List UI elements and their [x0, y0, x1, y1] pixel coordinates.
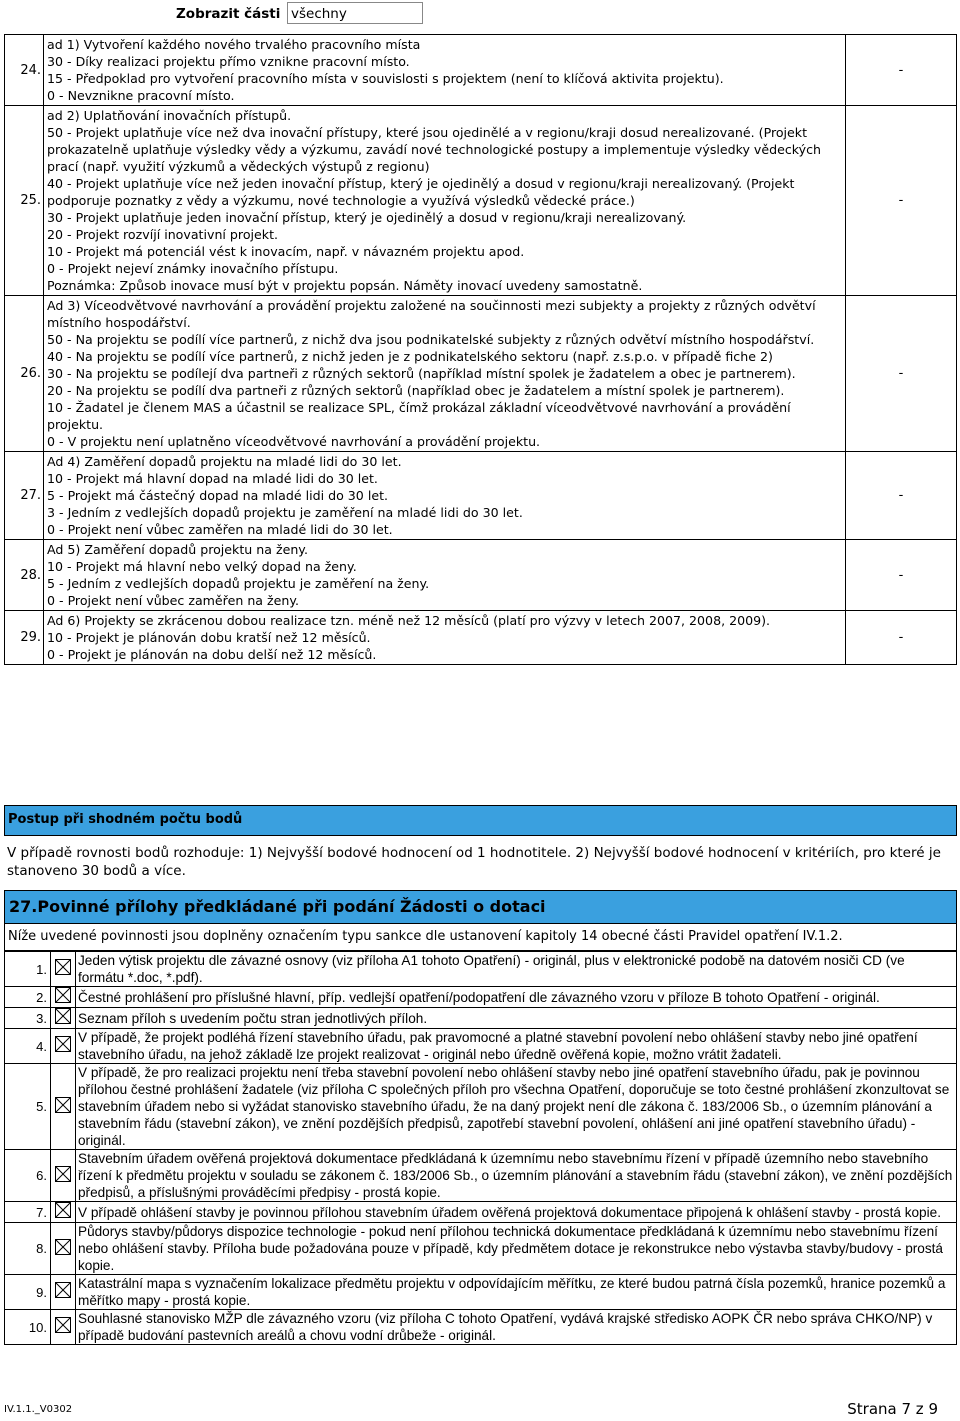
attachment-checkbox[interactable] — [51, 1275, 76, 1310]
criterion-score: - — [846, 540, 957, 611]
criterion-line: 50 - Projekt uplatňuje více než dva inovační přístupy, které jsou ojedinělé a v regionu/kraji dosud nerealizované. (Projekt prokazatelně uplatňuje výsledky vědy a výzkumu, zavádí nové technologické postupy a implementuje výsledky vědeckých prací (např. využití výzkumů a vědeckých výstupů z regionu) — [47, 125, 822, 174]
doc-code: IV.1.1._V0302 — [4, 1404, 73, 1415]
attachment-checkbox[interactable] — [51, 1310, 76, 1345]
criterion-line: 10 - Projekt má hlavní nebo velký dopad na ženy. — [47, 559, 357, 574]
attachment-row — [5, 1223, 957, 1275]
criterion-line: 3 - Jedním z vedlejších dopadů projektu je zaměření na mladé lidi do 30 let. — [47, 505, 523, 520]
criterion-number: 25. — [5, 106, 44, 296]
attachment-text: Stavebním úřadem ověřená projektová dokumentace předkládaná k územnímu nebo stavebnímu řízení v případě územního nebo stavebního řízení k předmětu projektu v souladu se zákonem č. 183/2006 Sb., o územním plánování a stavebním řádu (stavební zákon), ve znění pozdějších předpisů, a příslušnými prováděcími předpisy - prostá kopie. — [76, 1150, 957, 1202]
attachment-row — [5, 1029, 957, 1064]
attachment-number: 8. — [5, 1223, 51, 1275]
criterion-line: 20 - Na projektu se podílí dva partneři z různých sektorů (například obec je žadatelem a místní spolek je partnerem). — [47, 383, 785, 398]
criterion-line: 5 - Jedním z vedlejších dopadů projektu je zaměření na ženy. — [47, 576, 430, 591]
attachment-number: 2. — [5, 987, 51, 1008]
show-parts-label: Zobrazit části — [176, 6, 281, 22]
criterion-line: Ad 4) Zaměření dopadů projektu na mladé lidi do 30 let. — [47, 454, 402, 469]
criterion-text — [44, 452, 846, 540]
criterion-line: Poznámka: Způsob inovace musí být v projektu popsán. Náměty inovací uvedeny samostatně. — [47, 278, 643, 293]
attachment-text: V případě, že projekt podléhá řízení stavebního úřadu, pak pravomocné a platné stavební povolení nebo ohlášení stavby nebo jiné opatření stavebního úřadu, na jehož základě lze projekt realizovat - originál nebo úředně ověřená kopie, možno vrátit žadateli. — [76, 1029, 957, 1064]
criterion-line: 50 - Na projektu se podílí více partnerů, z nichž dva jsou podnikatelské subjekty z různých odvětví místního hospodářství. — [47, 332, 815, 347]
criterion-line: 0 - Projekt není vůbec zaměřen na ženy. — [47, 593, 300, 608]
checked-box-icon — [55, 1036, 71, 1052]
criterion-score: - — [846, 452, 957, 540]
criterion-row — [5, 452, 957, 540]
criterion-line: 10 - Projekt má potenciál vést k inovacím, např. v návazném projektu apod. — [47, 244, 525, 259]
attachment-row — [5, 1310, 957, 1345]
attachment-row — [5, 987, 957, 1008]
attachment-text: Půdorys stavby/půdorys dispozice technologie - pokud není přílohou technická dokumentace předkládaná k územnímu nebo stavebnímu řízení nebo ohlášení stavby. Příloha bude požadována pouze v případě, kdy předmětem dotace je rekonstrukce nebo výstavba stavby/budovy - prostá kopie. — [76, 1223, 957, 1275]
attachment-checkbox[interactable] — [51, 1202, 76, 1223]
criterion-line: Ad 5) Zaměření dopadů projektu na ženy. — [47, 542, 308, 557]
criterion-number: 24. — [5, 35, 44, 106]
checked-box-icon — [55, 1097, 71, 1113]
attachment-number: 5. — [5, 1064, 51, 1150]
attachment-row — [5, 1275, 957, 1310]
criterion-row — [5, 296, 957, 452]
checked-box-icon — [55, 1239, 71, 1255]
criterion-line: 0 - V projektu není uplatněno víceodvětvové navrhování a provádění projektu. — [47, 434, 541, 449]
attachment-checkbox[interactable] — [51, 987, 76, 1008]
criterion-row — [5, 540, 957, 611]
criterion-text — [44, 106, 846, 296]
criterion-line: 0 - Nevznikne pracovní místo. — [47, 88, 235, 103]
attachment-number: 9. — [5, 1275, 51, 1310]
checked-box-icon — [55, 987, 71, 1003]
criterion-line: Ad 6) Projekty se zkrácenou dobou realizace tzn. méně než 12 měsíců (platí pro výzvy v letech 2007, 2008, 2009). — [47, 613, 771, 628]
attachment-row — [5, 1008, 957, 1029]
attachment-number: 1. — [5, 952, 51, 987]
criterion-line: 30 - Díky realizaci projektu přímo vznikne pracovní místo. — [47, 54, 410, 69]
criterion-line: 10 - Projekt má hlavní dopad na mladé lidi do 30 let. — [47, 471, 378, 486]
page-number: Strana 7 z 9 — [847, 1400, 938, 1418]
criterion-text — [44, 540, 846, 611]
criterion-line: 0 - Projekt není vůbec zaměřen na mladé lidi do 30 let. — [47, 522, 393, 537]
criterion-number: 28. — [5, 540, 44, 611]
attachments-section — [4, 890, 957, 1345]
attachment-number: 4. — [5, 1029, 51, 1064]
checked-box-icon — [55, 1282, 71, 1298]
attachment-checkbox[interactable] — [51, 1150, 76, 1202]
attachment-row — [5, 1202, 957, 1223]
criterion-line: 10 - Žadatel je členem MAS a účastnil se realizace SPL, čímž prokázal základní víceodvětvové navrhování a provádění projektu. — [47, 400, 791, 432]
criterion-row — [5, 35, 957, 106]
attachment-number: 6. — [5, 1150, 51, 1202]
attachment-text: V případě ohlášení stavby je povinnou přílohou stavebním úřadem ověřená projektová dokumentace připojená k ohlášení stavby - prostá kopie. — [76, 1202, 957, 1223]
attachment-row — [5, 952, 957, 987]
criterion-line: ad 2) Uplatňování inovačních přístupů. — [47, 108, 292, 123]
view-toolbar — [0, 0, 960, 34]
attachment-checkbox[interactable] — [51, 1223, 76, 1275]
attachment-text: Čestné prohlášení pro příslušné hlavní, příp. vedlejší opatření/podopatření dle závazného vzoru v příloze B tohoto Opatření - originál. — [76, 987, 957, 1008]
criterion-score: - — [846, 35, 957, 106]
attachment-checkbox[interactable] — [51, 952, 76, 987]
attachment-text: Katastrální mapa s vyznačením lokalizace předmětu projektu v odpovídajícím měřítku, ze které budou patrná čísla pozemků, hranice pozemků a měřítko mapy - prostá kopie. — [76, 1275, 957, 1310]
attachment-checkbox[interactable] — [51, 1064, 76, 1150]
criterion-number: 26. — [5, 296, 44, 452]
attachment-checkbox[interactable] — [51, 1008, 76, 1029]
attachments-intro: Níže uvedené povinnosti jsou doplněny označením typu sankce dle ustanovení kapitoly 14 obecné části Pravidel opatření IV.1.2. — [4, 924, 957, 951]
attachment-row — [5, 1150, 957, 1202]
attachment-row — [5, 1064, 957, 1150]
criterion-row — [5, 611, 957, 665]
checked-box-icon — [55, 1166, 71, 1182]
criterion-text — [44, 296, 846, 452]
attachment-text: Jeden výtisk projektu dle závazné osnovy (viz příloha A1 tohoto Opatření) - originál, plus v elektronické podobě na datovém nosiči CD (ve formátu *.doc, *.pdf). — [76, 952, 957, 987]
criterion-row — [5, 106, 957, 296]
criterion-number: 29. — [5, 611, 44, 665]
checked-box-icon — [55, 1008, 71, 1024]
attachments-table — [4, 951, 957, 1345]
criterion-text — [44, 35, 846, 106]
attachment-number: 10. — [5, 1310, 51, 1345]
checked-box-icon — [55, 1317, 71, 1333]
tie-section — [4, 805, 957, 880]
attachment-text: Souhlasné stanovisko MŽP dle závazného vzoru (viz příloha C tohoto Opatření, vydává krajské středisko AOPK ČR nebo správa CHKO/NP) v případě budování pastevních areálů a chovu vodní drůbeže - originál. — [76, 1310, 957, 1345]
criterion-line: 40 - Projekt uplatňuje více než jeden inovační přístup, který je ojedinělý a dosud v regionu/kraji nerealizovaný. (Projekt podporuje poznatky z vědy a výzkumu, nové technologie a využívá výsledků vědecké práce.) — [47, 176, 795, 208]
criterion-line: 40 - Na projektu se podílí více partnerů, z nichž jeden je z podnikatelského sektoru (např. z.s.p.o. v případě fiche 2) — [47, 349, 773, 364]
criterion-line: 0 - Projekt nejeví známky inovačního přístupu. — [47, 261, 339, 276]
criteria-table — [4, 34, 957, 665]
attachment-text: Seznam příloh s uvedením počtu stran jednotlivých příloh. — [76, 1008, 957, 1029]
criterion-line: 0 - Projekt je plánován na dobu delší než 12 měsíců. — [47, 647, 377, 662]
attachment-number: 7. — [5, 1202, 51, 1223]
criterion-line: 30 - Projekt uplatňuje jeden inovační přístup, který je ojedinělý a dosud v regionu/kraji nerealizovaný. — [47, 210, 687, 225]
criterion-score: - — [846, 106, 957, 296]
criterion-line: 20 - Projekt rozvíjí inovativní projekt. — [47, 227, 279, 242]
parts-select[interactable]: všechny — [287, 2, 423, 24]
checked-box-icon — [55, 1202, 71, 1218]
checked-box-icon — [55, 959, 71, 975]
criterion-line: 30 - Na projektu se podílejí dva partneři z různých sektorů (například místní spolek je žadatelem a obec je partnerem). — [47, 366, 796, 381]
attachments-heading: 27.Povinné přílohy předkládané při podání Žádosti o dotaci — [4, 890, 957, 924]
tie-body: V případě rovnosti bodů rozhoduje: 1) Nejvyšší bodové hodnocení od 1 hodnotitele. 2) Nejvyšší bodové hodnocení v kritériích, pro které je stanoveno 30 bodů a více. — [7, 845, 941, 879]
criterion-line: Ad 3) Víceodvětvové navrhování a provádění projektu založené na součinnosti mezi subjekty a projekty z různých odvětví místního hospodářství. — [47, 298, 816, 330]
criterion-number: 27. — [5, 452, 44, 540]
criterion-line: 15 - Předpoklad pro vytvoření pracovního místa v souvislosti s projektem (není to klíčová aktivita projektu). — [47, 71, 724, 86]
attachment-text: V případě, že pro realizaci projektu není třeba stavební povolení nebo ohlášení stavby nebo jiné opatření stavebního úřadu, pak je povinnou přílohou čestné prohlášení žadatele (viz příloha C společných příloh pro všechna Opatření, doporučuje se toto čestné prohlášení zkonzultovat se stavebním úřadem nebo si vyžádat stanovisko stavebního úřadu, že na daný projekt není dle zákona č. 183/2006 Sb., o územním plánování a stavebním řádu (stavební zákon), ve znění pozdějších předpisů, zapotřebí stavební povolení, ohlášení ani jiné opatření stavebního úřadu) - originál. — [76, 1064, 957, 1150]
criterion-text — [44, 611, 846, 665]
tie-heading: Postup při shodném počtu bodů — [4, 805, 957, 836]
criterion-score: - — [846, 611, 957, 665]
attachment-checkbox[interactable] — [51, 1029, 76, 1064]
attachment-number: 3. — [5, 1008, 51, 1029]
criterion-score: - — [846, 296, 957, 452]
criterion-line: 10 - Projekt je plánován dobu kratší než 12 měsíců. — [47, 630, 371, 645]
criterion-line: 5 - Projekt má částečný dopad na mladé lidi do 30 let. — [47, 488, 389, 503]
criterion-line: ad 1) Vytvoření každého nového trvalého pracovního místa — [47, 37, 421, 52]
